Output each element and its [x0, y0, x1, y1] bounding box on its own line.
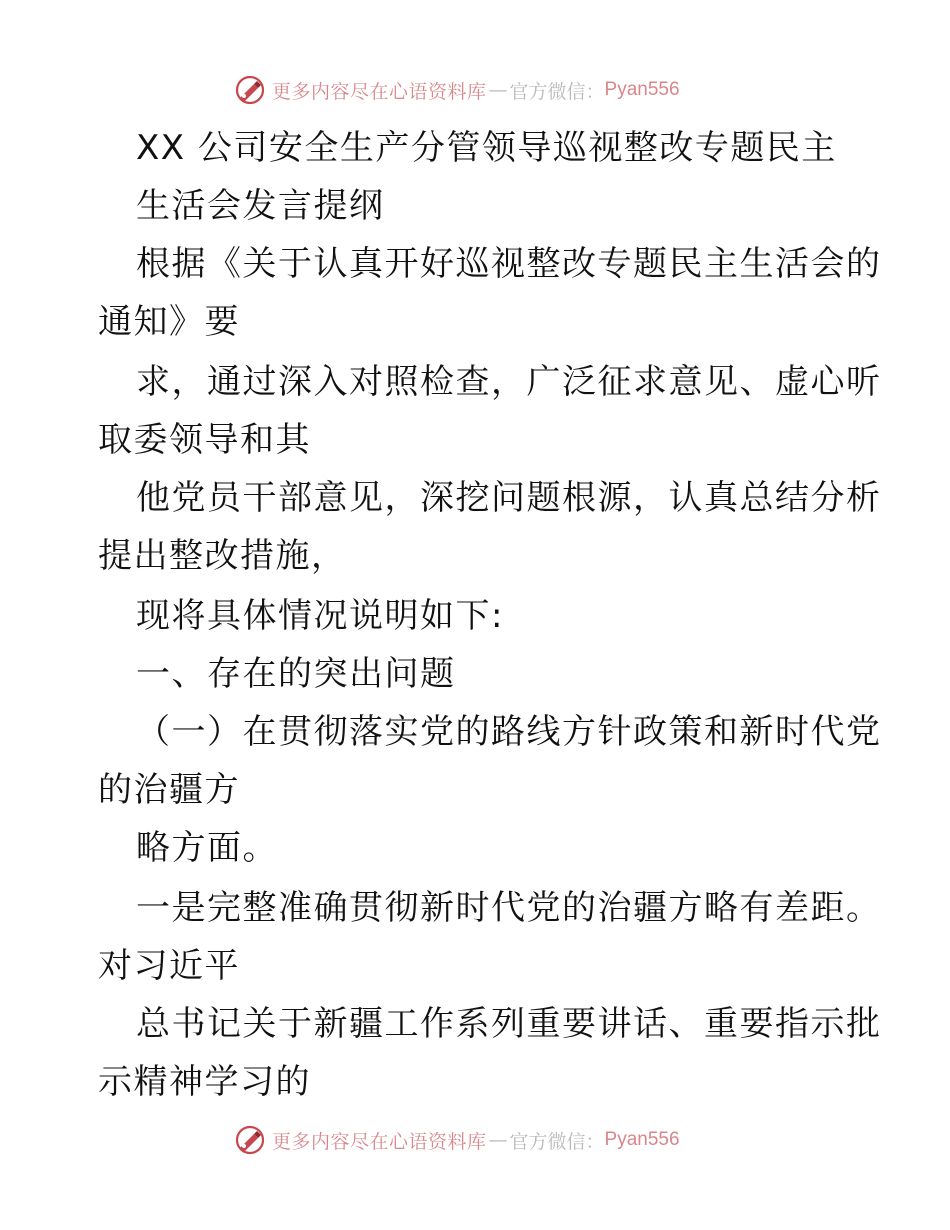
watermark-brand: 更多内容尽在心语资料库	[272, 1130, 487, 1153]
watermark-contact-label: 官方微信：	[509, 80, 605, 103]
watermark-contact-id: Pyan556	[604, 1129, 680, 1150]
watermark-header	[234, 72, 680, 108]
doc-paragraph-line: 取委领导和其	[98, 420, 311, 460]
doc-section-heading: 一、存在的突出问题	[136, 654, 456, 694]
watermark-separator: —	[488, 79, 508, 101]
watermark-footer	[234, 1122, 680, 1158]
doc-paragraph-line: 示精神学习的	[98, 1062, 311, 1102]
watermark-contact-id: Pyan556	[604, 79, 680, 100]
doc-paragraph-line: 总书记关于新疆工作系列重要讲话、重要指示批	[136, 1004, 882, 1044]
doc-paragraph-line: 的治疆方	[98, 770, 240, 810]
doc-paragraph-line: 他党员干部意见，深挖问题根源，认真总结分析	[136, 478, 882, 518]
doc-paragraph-line: 现将具体情况说明如下:	[136, 596, 504, 636]
doc-subsection-heading: （一）在贯彻落实党的路线方针政策和新时代党	[136, 712, 882, 752]
doc-paragraph-line: 通知》要	[98, 302, 240, 342]
doc-paragraph-line: 略方面。	[136, 828, 278, 868]
doc-title-line-2: 生活会发言提纲	[136, 186, 385, 226]
watermark-brand: 更多内容尽在心语资料库	[272, 80, 487, 103]
doc-paragraph-line: 对习近平	[98, 946, 240, 986]
doc-paragraph-line: 一是完整准确贯彻新时代党的治疆方略有差距。	[136, 888, 882, 928]
watermark-contact-label: 官方微信：	[509, 1130, 605, 1153]
pen-logo-icon	[234, 1124, 266, 1156]
pen-logo-icon	[234, 74, 266, 106]
doc-title-line-1: XX 公司安全生产分管领导巡视整改专题民主	[136, 128, 837, 168]
doc-paragraph-line: 根据《关于认真开好巡视整改专题民主生活会的	[136, 244, 882, 284]
doc-paragraph-line: 求，通过深入对照检查，广泛征求意见、虚心听	[136, 362, 882, 402]
doc-paragraph-line: 提出整改措施，	[98, 536, 347, 576]
watermark-separator: —	[488, 1129, 508, 1151]
